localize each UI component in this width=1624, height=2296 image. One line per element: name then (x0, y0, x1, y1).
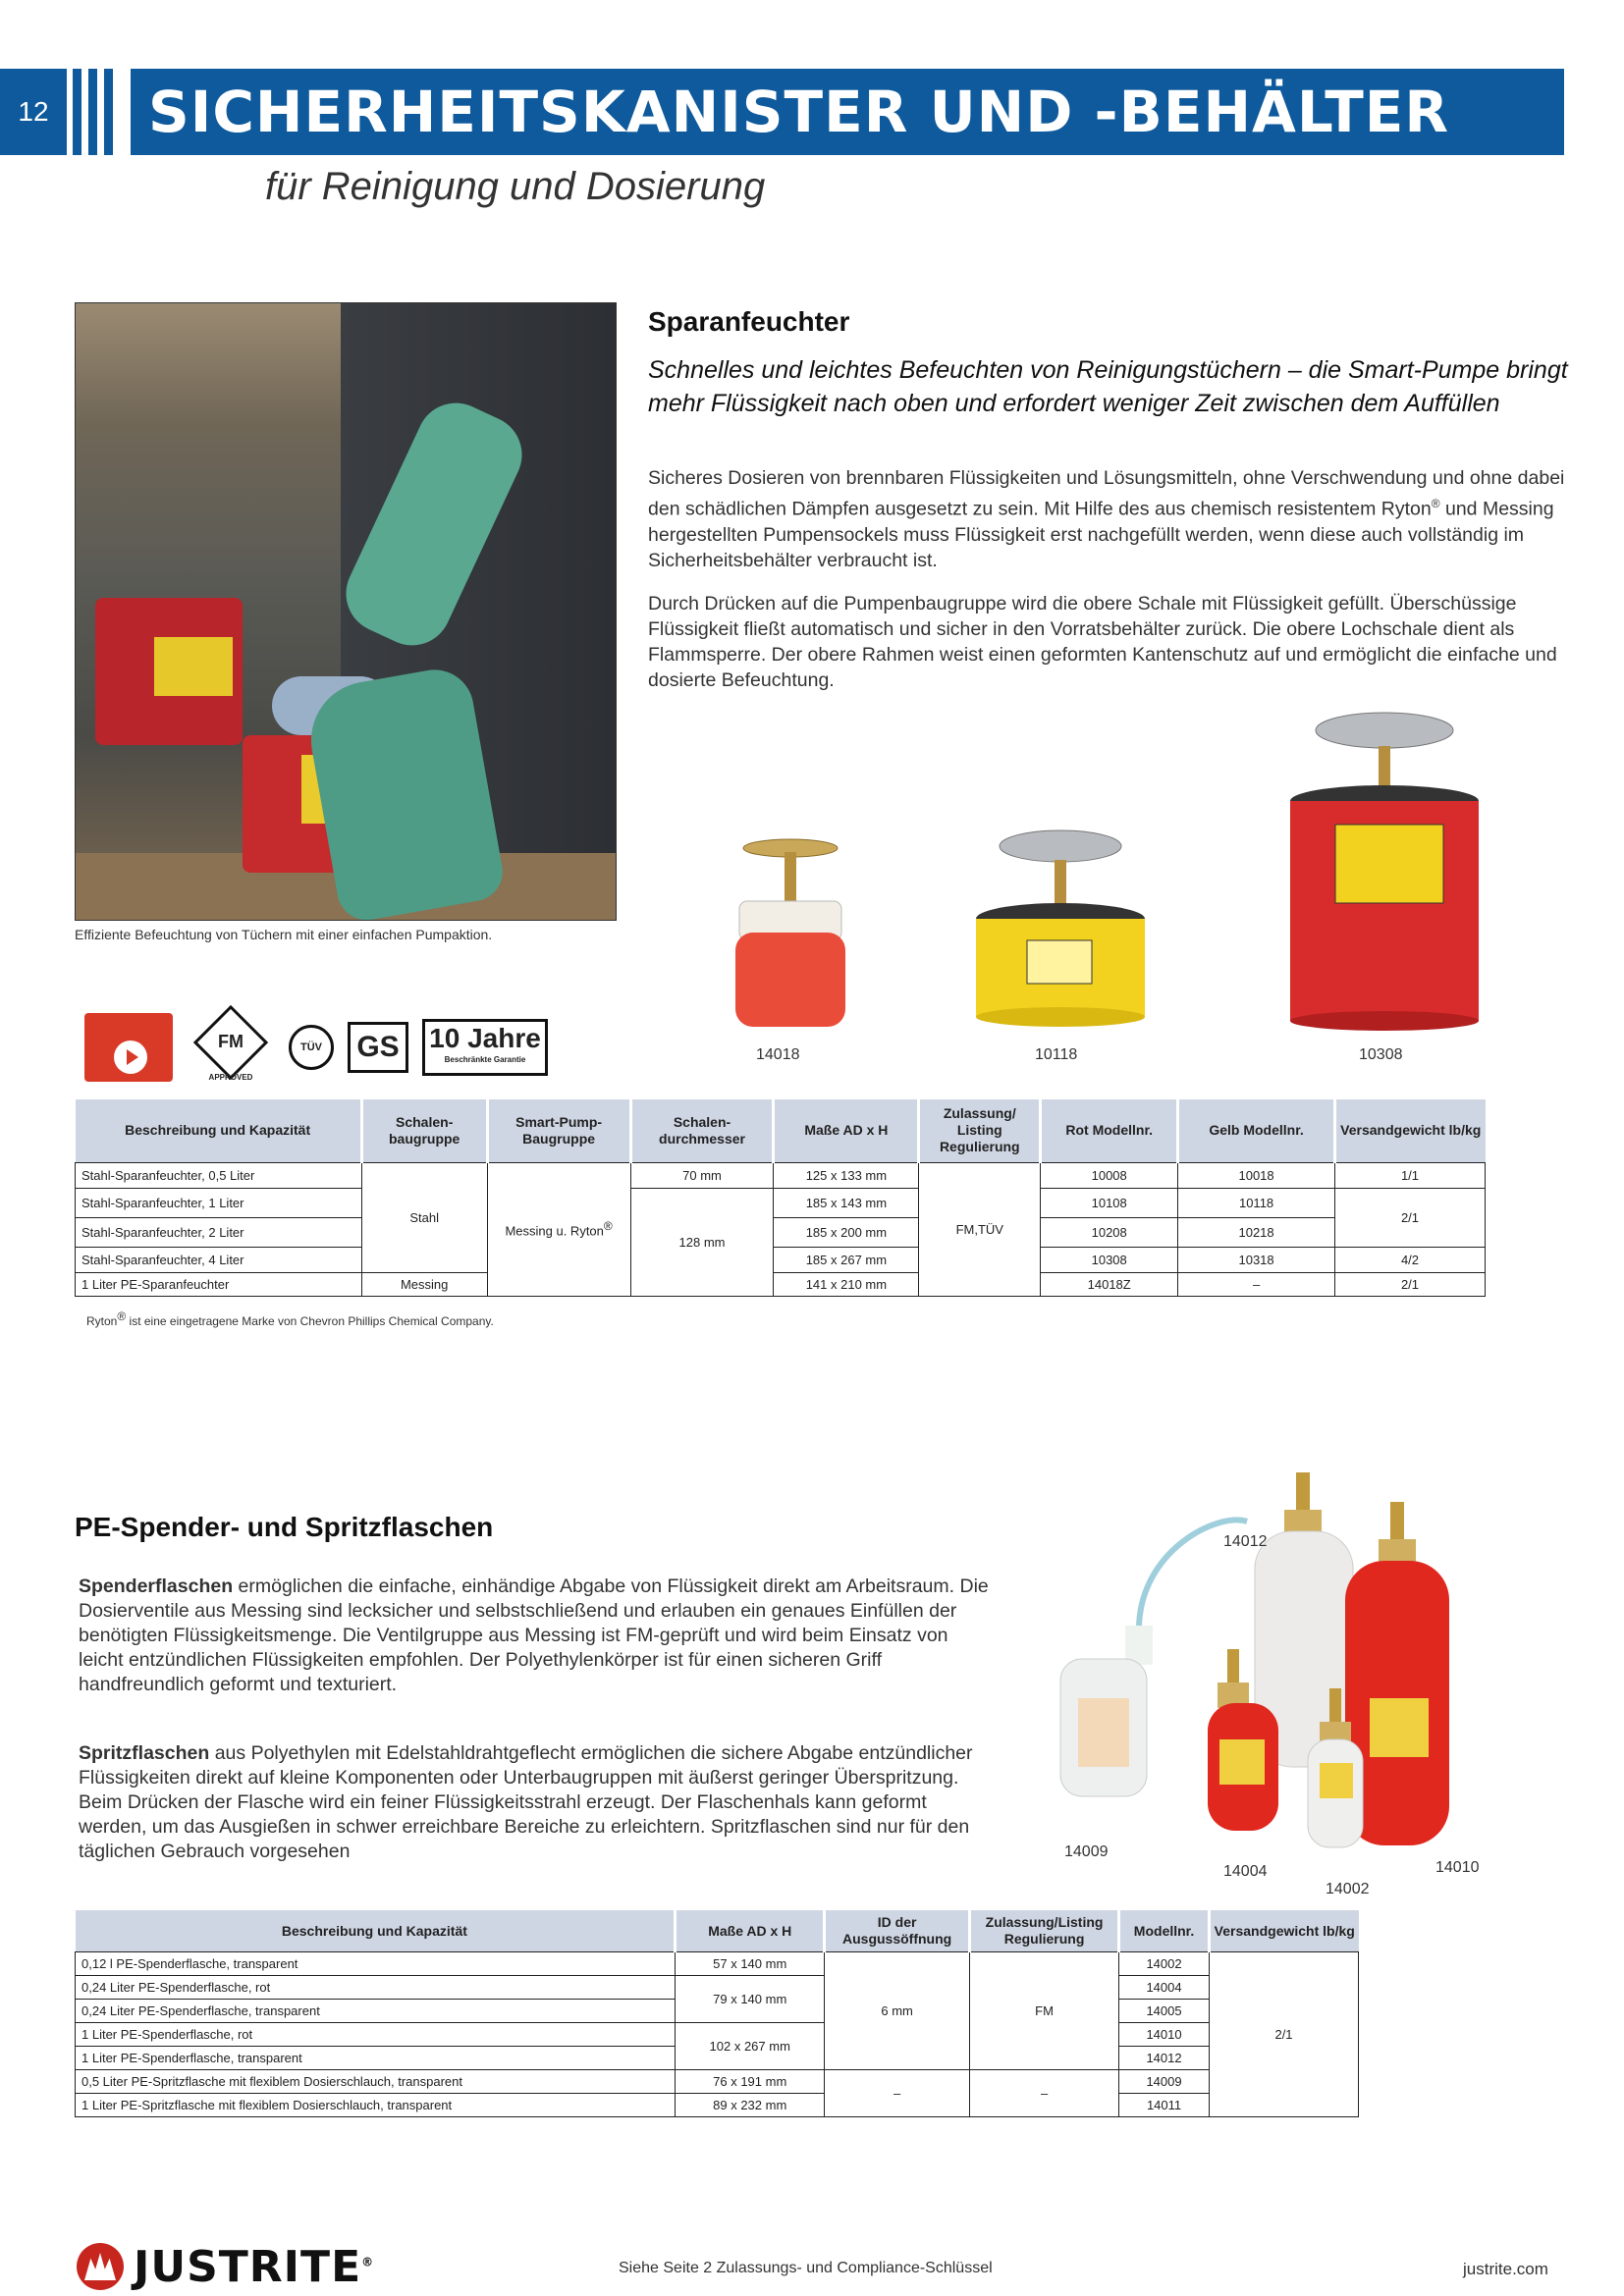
table-row: 0,24 Liter PE-Spenderflasche, transparent 14005 (76, 2000, 1359, 2023)
plunger-can-table (75, 1099, 1486, 1297)
column-header: Modellnr. (1119, 1910, 1210, 1952)
column-header: Versandgewicht lb/kg (1210, 1910, 1359, 1952)
justrite-logo: JUSTRITE® (77, 2242, 374, 2291)
footer-note: Siehe Seite 2 Zulassungs- und Compliance-Schlüssel (619, 2260, 993, 2276)
column-header: Gelb Modellnr. (1178, 1099, 1335, 1162)
section-title-pe-bottles: PE-Spender- und Spritzflaschen (75, 1512, 494, 1542)
section-lead: Schnelles und leichtes Befeuchten von Reinigungstüchern – die Smart-Pumpe bringt mehr Flüssigkeit nach oben und erfordert weniger Zeit zwischen dem Auffüllen (648, 356, 1568, 417)
table-row: 0,12 l PE-Spenderflasche, transparent 57 x 140 mm 6 mm FM 14002 2/1 (76, 1952, 1359, 1976)
bottle-table (75, 1910, 1359, 2117)
fm-approved-icon: FM APPROVED (187, 1012, 275, 1083)
table-row: Stahl-Sparanfeuchter, 4 Liter 185 x 267 mm 10308 10318 4/2 (76, 1247, 1486, 1272)
column-header: Schalen-baugruppe (361, 1099, 487, 1162)
table-row: 1 Liter PE-Spenderflasche, transparent 14012 (76, 2047, 1359, 2070)
table-row: 1 Liter PE-Spenderflasche, rot 102 x 267 mm 14010 (76, 2023, 1359, 2047)
column-header: Smart-Pump-Baugruppe (487, 1099, 630, 1162)
section-paragraph: Durch Drücken auf die Pumpenbaugruppe wird die obere Schale mit Flüssigkeit gefüllt. Überschüssige Flüssigkeit fließt automatisch und sicher in den Vorratsbehälter zurück. Die obere Lochschale dient als Flammsperre. Der obere Rahmen weist einen geformten Kantenschutz auf und ermöglicht die einfache und dosierte Befeuchtung. (648, 593, 1557, 691)
table-row: Stahl-Sparanfeuchter, 2 Liter 185 x 200 mm 10208 10218 (76, 1217, 1486, 1247)
table-row: 0,24 Liter PE-Spenderflasche, rot 79 x 140 mm 14004 (76, 1976, 1359, 2000)
section-paragraph: Spenderflaschen ermöglichen die einfache, einhändige Abgabe von Flüssigkeit direkt am Arbeitsraum. Die Dosierventile aus Messing sind lecksicher und selbstschließend und erlauben ein genaues Einfüllen der benötigten Flüssigkeitsmenge. Die Ventilgruppe aus Messing ist FM-geprüft und wird beim Einsatz von leicht entzündlichen Flüssigkeiten empfohlen. Der Polyethylenkörper ist für einen sicheren Griff handfreundlich geformt und texturiert. (79, 1575, 989, 1695)
warranty-badge: 10 Jahre Beschränkte Garantie (422, 1019, 548, 1076)
footer-url[interactable]: justrite.com (1463, 2260, 1548, 2278)
section-paragraph: Spritzflaschen aus Polyethylen mit Edelstahldrahtgeflecht ermöglichen die sichere Abgabe entzündlicher Flüssigkeiten direkt auf kleine Komponenten oder Unterbaugruppen mit äußerst geringer Überspritzung. Beim Drücken der Flasche wird ein feiner Flüssigkeitsstrahl erzeugt. Der Flaschenhals kann geformt werden, um das Ausgießen in schwer erreichbare Bereiche zu erleichtern. Spritzflaschen sind nur für den täglichen Gebrauch vorgesehen (79, 1742, 973, 1862)
photo-caption: Effiziente Befeuchtung von Tüchern mit einer einfachen Pumpaktion. (75, 927, 493, 942)
section-paragraph: Sicheres Dosieren von brennbaren Flüssigkeiten und Lösungsmitteln, ohne Verschwendung und ohne dabei den schädlichen Dämpfen ausgesetzt zu sein. Mit Hilfe des aus chemisch resistentem Ryton® und Messing hergestellten Pumpensockels muss Flüssigkeit erst nachgefüllt werden, wenn diese auch vollständig im Sicherheitsbehälter verbraucht ist. (648, 467, 1565, 571)
column-header: Maße AD x H (676, 1910, 825, 1952)
page-subtitle: für Reinigung und Dosierung (265, 165, 766, 208)
page-title: SICHERHEITSKANISTER UND -BEHÄLTER (131, 69, 1564, 155)
page-number: 12 (0, 69, 67, 155)
table-row: 0,5 Liter PE-Spritzflasche mit flexiblem Dosierschlauch, transparent 76 x 191 mm – – 14009 (76, 2070, 1359, 2094)
column-header: ID der Ausgussöffnung (825, 1910, 970, 1952)
column-header: Beschreibung und Kapazität (76, 1910, 676, 1952)
column-header: Versandgewicht lb/kg (1335, 1099, 1486, 1162)
flame-icon (77, 2243, 124, 2290)
product-image-10308 (1276, 707, 1492, 1031)
header-stripes (73, 69, 113, 155)
column-header: Schalen-durchmesser (630, 1099, 774, 1162)
product-image-14018 (722, 834, 859, 1031)
product-code: 14018 (756, 1046, 800, 1063)
product-code: 14002 (1326, 1881, 1370, 1897)
video-icon[interactable] (84, 1013, 173, 1082)
column-header: Zulassung/Listing Regulierung (970, 1910, 1119, 1952)
column-header: Zulassung/ Listing Regulierung (919, 1099, 1041, 1162)
tuv-icon: TÜV (289, 1025, 334, 1070)
table-row: Stahl-Sparanfeuchter, 1 Liter 128 mm 185 x 143 mm 10108 10118 2/1 (76, 1188, 1486, 1217)
product-code: 10118 (1035, 1046, 1078, 1063)
column-header: Maße AD x H (774, 1099, 919, 1162)
product-code: 14009 (1064, 1843, 1109, 1860)
column-header: Beschreibung und Kapazität (76, 1099, 362, 1162)
table-row: 1 Liter PE-Spritzflasche mit flexiblem Dosierschlauch, transparent 89 x 232 mm 14011 (76, 2094, 1359, 2117)
table-row: Stahl-Sparanfeuchter, 0,5 Liter Stahl Messing u. Ryton® 70 mm 125 x 133 mm FM,TÜV 10008 10018 1/1 (76, 1162, 1486, 1188)
table-row: 1 Liter PE-Sparanfeuchter Messing 141 x 210 mm 14018Z – 2/1 (76, 1272, 1486, 1296)
product-image-bottles (1051, 1453, 1512, 1885)
table-footnote: Ryton® ist eine eingetragene Marke von Chevron Phillips Chemical Company. (86, 1309, 494, 1328)
plunger-can-usage-photo (75, 302, 617, 921)
section-title-sparanfeuchter: Sparanfeuchter (648, 306, 850, 337)
column-header: Rot Modellnr. (1041, 1099, 1178, 1162)
product-code: 10308 (1359, 1046, 1403, 1063)
gs-icon: GS (348, 1022, 408, 1073)
product-code: 14004 (1223, 1863, 1268, 1880)
product-code: 14012 (1223, 1533, 1268, 1550)
product-image-10118 (962, 825, 1159, 1031)
product-code: 14010 (1435, 1859, 1480, 1876)
certification-icons (84, 1009, 548, 1086)
